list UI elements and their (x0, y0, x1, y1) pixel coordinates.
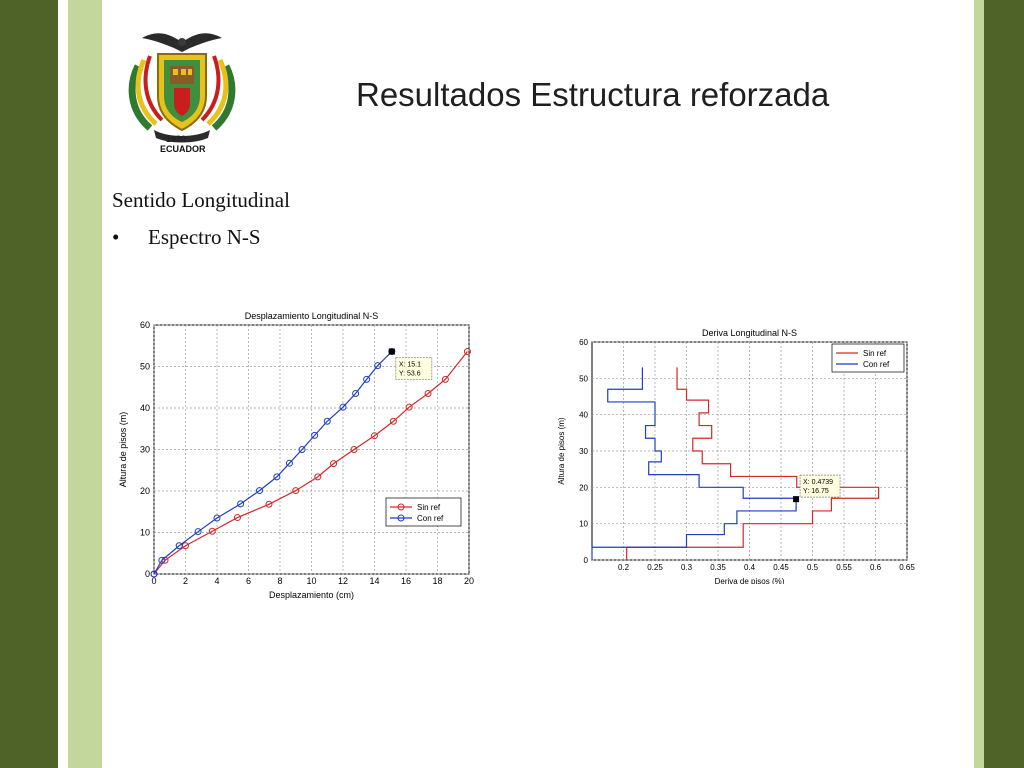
y-tick-label: 30 (579, 447, 588, 456)
y-tick-label: 30 (139, 444, 150, 455)
x-tick-label: 14 (369, 576, 380, 586)
y-tick-label: 10 (139, 527, 150, 538)
drift-chart-svg (548, 322, 920, 584)
x-tick-label: 2 (182, 576, 189, 586)
right-light-green-bar (974, 0, 984, 768)
y-tick-label: 20 (579, 483, 588, 493)
x-tick-label: 0.45 (773, 563, 789, 572)
logo-country-text: ECUADOR (160, 144, 206, 154)
x-tick-label: 0.25 (647, 563, 663, 572)
datatip-text: X: 15.1 (398, 361, 422, 369)
x-tick-label: 0.65 (899, 563, 915, 572)
left-light-green-bar (68, 0, 102, 768)
y-tick-label: 40 (139, 403, 150, 413)
x-tick-label: 0 (151, 576, 157, 586)
x-axis-label: Deriva de pisos (%) (714, 577, 785, 584)
bullet-symbol: • (112, 225, 120, 249)
legend-label: Sin ref (417, 503, 441, 512)
legend-label: Con ref (863, 360, 890, 369)
y-tick-label: 60 (579, 338, 588, 347)
x-tick-label: 4 (214, 576, 220, 586)
x-tick-label: 18 (432, 576, 443, 586)
drift-chart (548, 322, 920, 589)
bullet-text: Espectro N-S (148, 225, 261, 249)
y-tick-label: 50 (579, 374, 588, 384)
y-tick-label: 0 (583, 556, 588, 565)
y-axis-label: Altura de pisos (m) (118, 411, 128, 488)
y-tick-label: 20 (139, 486, 150, 496)
x-tick-label: 6 (245, 576, 252, 586)
x-tick-label: 0.2 (617, 563, 630, 572)
x-tick-label: 0.35 (710, 563, 726, 572)
logo-year: 1920 (166, 134, 187, 144)
right-dark-green-bar (984, 0, 1024, 768)
y-tick-label: 40 (579, 410, 588, 420)
slide-title: Resultados Estructura reforzada (356, 76, 830, 113)
y-tick-label: 0 (144, 569, 150, 579)
x-tick-label: 10 (306, 576, 317, 586)
legend-label: Sin ref (863, 349, 887, 358)
x-axis-label: Desplazamiento (cm) (268, 590, 355, 600)
x-tick-label: 8 (277, 576, 283, 586)
displacement-chart (110, 300, 482, 605)
legend-label: Con ref (417, 514, 444, 523)
chart-title: Desplazamiento Longitudinal N-S (244, 311, 379, 321)
datatip-marker (793, 496, 799, 502)
datatip-marker (389, 349, 395, 355)
x-tick-label: 0.5 (806, 563, 819, 572)
bullet-item (112, 225, 261, 250)
y-axis-label: Altura de pisos (m) (557, 417, 566, 485)
left-dark-green-bar (0, 0, 58, 768)
displacement-chart-svg (110, 300, 482, 600)
y-tick-label: 10 (579, 519, 588, 529)
datatip-text: Y: 16.75 (803, 488, 829, 496)
y-tick-label: 60 (139, 320, 150, 330)
ecuador-coat-of-arms-logo (120, 26, 244, 161)
section-heading: Sentido Longitudinal (112, 188, 290, 212)
x-tick-label: 0.4 (743, 563, 756, 572)
x-tick-label: 0.55 (836, 563, 852, 572)
x-tick-label: 0.6 (869, 563, 882, 572)
x-tick-label: 0.3 (680, 563, 693, 572)
x-tick-label: 12 (337, 576, 349, 586)
datatip-text: Y: 53.6 (398, 370, 421, 378)
y-tick-label: 50 (139, 361, 150, 372)
x-tick-label: 20 (463, 576, 475, 586)
chart-title: Deriva Longitudinal N-S (701, 328, 798, 338)
datatip-text: X: 0.4739 (803, 479, 834, 487)
x-tick-label: 16 (400, 576, 412, 586)
